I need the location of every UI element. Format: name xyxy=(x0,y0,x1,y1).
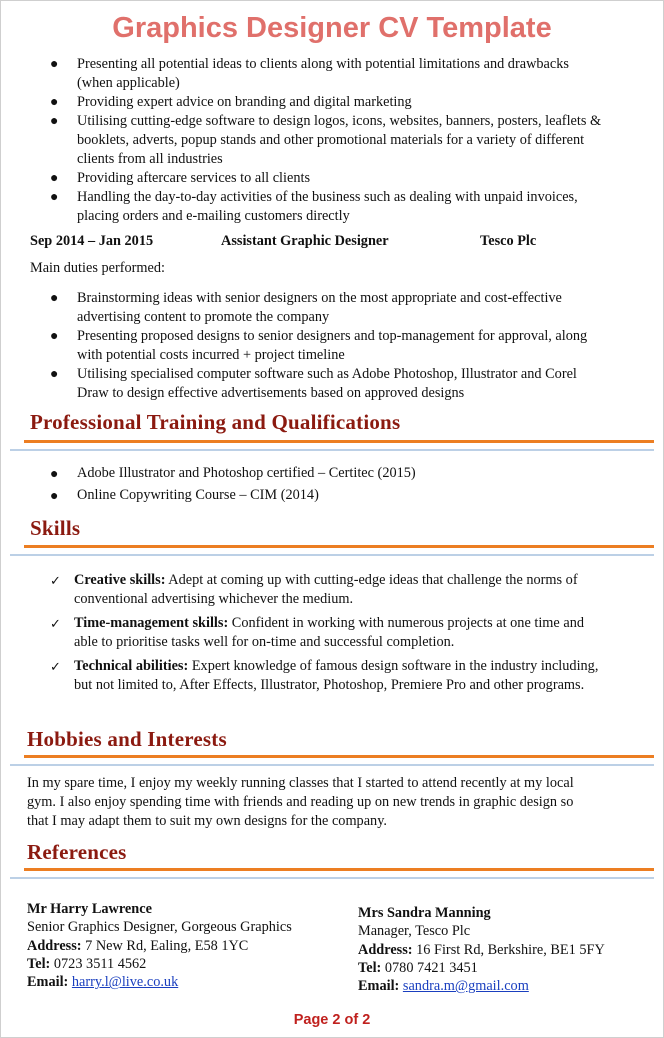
list-item: ● Presenting all potential ideas to clients along with potential limitations and drawbacks (when applicable) xyxy=(50,56,569,91)
bullet-icon: ● xyxy=(50,190,59,205)
checkmark-icon: ✓ xyxy=(50,659,61,674)
divider xyxy=(24,868,654,871)
bullet-icon: ● xyxy=(50,57,59,72)
bullet-icon: ● xyxy=(50,329,59,344)
bullet-icon: ● xyxy=(50,489,59,504)
checkmark-icon: ✓ xyxy=(50,616,61,631)
reference-position: Manager, Tesco Plc xyxy=(358,923,471,940)
divider xyxy=(10,449,654,451)
references-heading: References xyxy=(27,840,127,864)
list-item: ● Providing aftercare services to all clients xyxy=(50,170,311,186)
reference-1: Mr Harry Lawrence Senior Graphics Designer, Gorgeous Graphics Address: 7 New Rd, Ealing, E58 1YC Tel: 0723 3511 4562 Email: harry.l@live.co.uk xyxy=(27,900,347,991)
list-item: ● Providing expert advice on branding and digital marketing xyxy=(50,94,412,110)
list-item: ● Utilising cutting-edge software to design logos, icons, websites, banners, posters, leaflets & booklets, adverts, popup stands and other promotional materials for a variety of different clients from all industries xyxy=(50,113,602,167)
page-number: Page 2 of 2 xyxy=(293,1012,371,1028)
job-company: Tesco Plc xyxy=(480,233,537,249)
duties-list xyxy=(48,289,608,403)
hobbies-heading: Hobbies and Interests xyxy=(27,727,227,751)
reference-name: Mrs Sandra Manning xyxy=(358,905,491,921)
list-item: ● Online Copywriting Course – CIM (2014) xyxy=(48,484,608,506)
reference-position: Senior Graphics Designer, Gorgeous Graphics xyxy=(27,919,292,936)
bullet-icon: ● xyxy=(50,171,59,186)
hobbies-text: In my spare time, I enjoy my weekly running classes that I started to attend recently at my local gym. I also enjoy spending time with friends and reading up on new trends in graphic design so that I may adapt them to suit my own designs for the company. xyxy=(27,775,574,829)
duties-label: Main duties performed: xyxy=(30,260,165,276)
job-dates: Sep 2014 – Jan 2015 xyxy=(30,233,154,249)
bullet-icon: ● xyxy=(50,467,59,482)
reference-name: Mr Harry Lawrence xyxy=(27,901,152,917)
divider xyxy=(10,554,654,556)
list-item: ● Presenting proposed designs to senior designers and top-management for approval, along with potential costs incurred + project timeline xyxy=(50,328,588,363)
list-item: ✓ Creative skills: Adept at coming up with cutting-edge ideas that challenge the norms of conventional advertising whichever the medium. xyxy=(50,572,578,607)
list-item: ✓ Time-management skills: Confident in working with numerous projects at one time and able to prioritise tasks well for on-time and successful completion. xyxy=(50,615,584,650)
list-item: ● Adobe Illustrator and Photoshop certified – Certitec (2015) xyxy=(48,462,608,484)
reference-2: Mrs Sandra Manning Manager, Tesco Plc Address: 16 First Rd, Berkshire, BE1 5FY Tel: 0780 7421 3451 Email: sandra.m@gmail.com xyxy=(358,904,658,995)
page-title: Graphics Designer CV Template xyxy=(112,12,552,44)
job-role: Assistant Graphic Designer xyxy=(221,233,389,249)
bullet-icon: ● xyxy=(50,367,59,382)
divider xyxy=(10,764,654,766)
training-list xyxy=(48,462,608,506)
skills-heading: Skills xyxy=(30,516,81,540)
previous-duties-list xyxy=(48,55,608,226)
bullet-icon: ● xyxy=(50,114,59,129)
bullet-icon: ● xyxy=(50,95,59,110)
divider xyxy=(24,440,654,443)
divider xyxy=(10,877,654,879)
checkmark-icon: ✓ xyxy=(50,573,61,588)
divider xyxy=(24,755,654,758)
bullet-icon: ● xyxy=(50,291,59,306)
list-item: ✓ Technical abilities: Expert knowledge of famous design software in the industry including, but not limited to, After Effects, Illustrator, Photoshop, Premiere Pro and other programs. xyxy=(50,658,599,693)
email-link[interactable]: harry.l@live.co.uk xyxy=(71,974,179,991)
list-item: ● Utilising specialised computer software such as Adobe Photoshop, Illustrator and Corel Draw to design effective advertisements based on approved designs xyxy=(50,366,577,401)
skills-list xyxy=(48,571,608,695)
list-item: ● Brainstorming ideas with senior designers on the most appropriate and cost-effective advertising content to promote the company xyxy=(50,290,562,325)
list-item: ● Handling the day-to-day activities of the business such as dealing with unpaid invoices, placing orders and e-mailing customers directly xyxy=(50,189,578,224)
training-heading: Professional Training and Qualifications xyxy=(30,410,401,434)
divider xyxy=(24,545,654,548)
email-link[interactable]: sandra.m@gmail.com xyxy=(402,978,529,995)
